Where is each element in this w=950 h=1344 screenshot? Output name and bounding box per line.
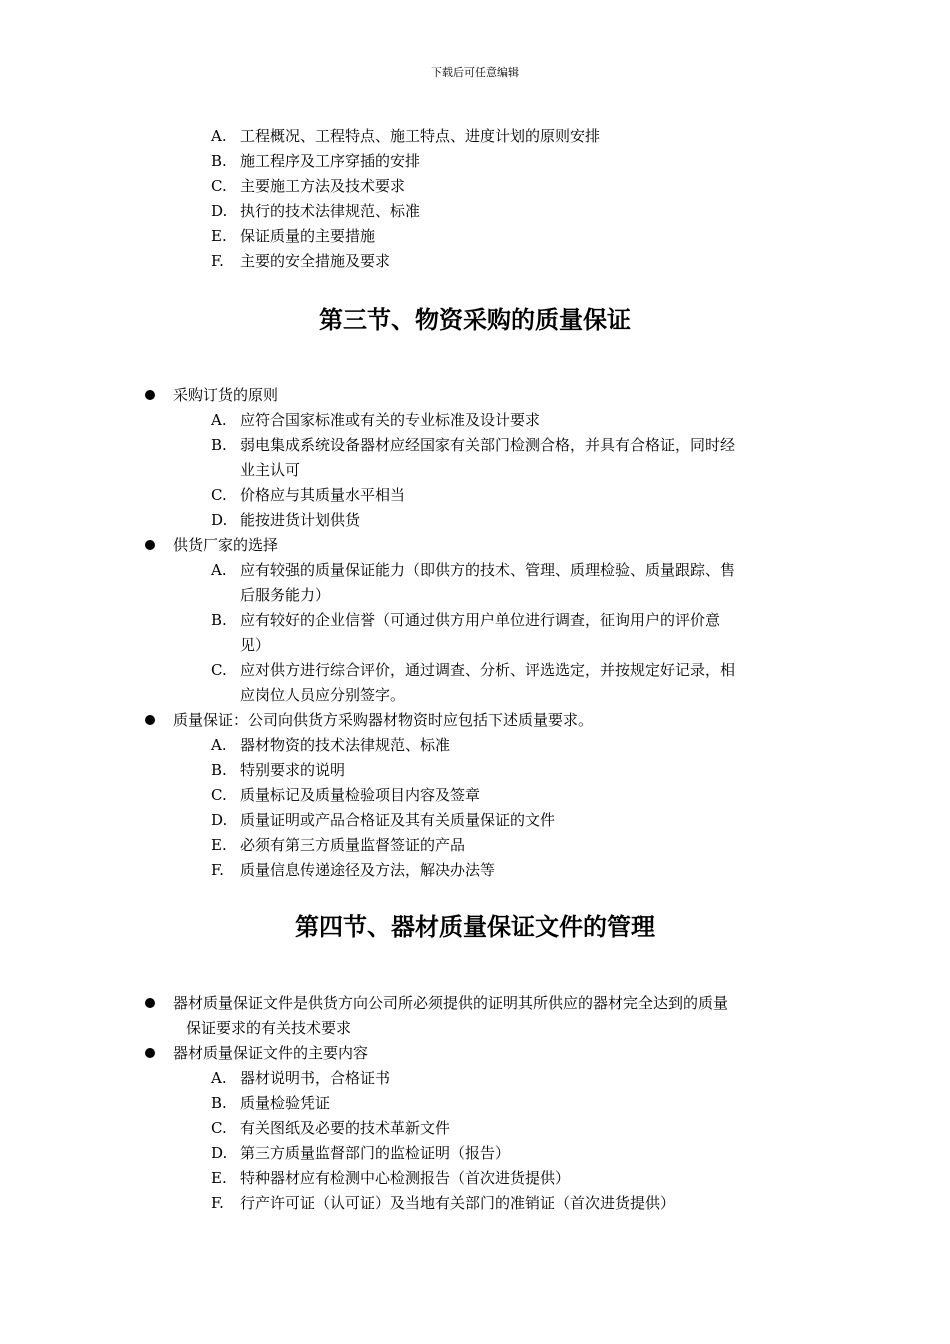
item-text: 弱电集成系统设备器材应经国家有关部门检测合格，并具有合格证，同时经 — [240, 436, 736, 454]
item-letter: F. — [211, 1194, 224, 1212]
item-letter: C. — [211, 661, 227, 679]
item-text: 主要的安全措施及要求 — [240, 252, 391, 270]
item-text: 器材说明书，合格证书 — [240, 1069, 391, 1087]
item-text: 必须有第三方质量监督签证的产品 — [240, 836, 466, 854]
item-letter: E. — [211, 836, 227, 854]
item-text: 器材物资的技术法律规范、标准 — [240, 736, 451, 754]
item-text-continued: 见） — [240, 636, 271, 654]
item-text: 主要施工方法及技术要求 — [240, 177, 406, 195]
item-text: 应对供方进行综合评价，通过调查、分析、评选选定，并按规定好记录，相 — [240, 661, 736, 679]
item-text-continued: 应岗位人员应分别签字。 — [240, 686, 406, 704]
bullet-text: 器材质量保证文件的主要内容 — [173, 1044, 369, 1062]
list-item — [211, 560, 735, 580]
item-text: 保证质量的主要措施 — [240, 227, 376, 245]
list-item — [211, 1068, 390, 1088]
item-text: 应有较好的企业信誉（可通过供方用户单位进行调查，征询用户的评价意 — [240, 611, 721, 629]
item-letter: B. — [211, 1094, 227, 1112]
item-text: 施工程序及工序穿插的安排 — [240, 152, 421, 170]
item-text: 应有较强的质量保证能力（即供方的技术、管理、质理检验、质量跟踪、售 — [240, 561, 736, 579]
item-letter: C. — [211, 486, 227, 504]
bullet-text: 供货厂家的选择 — [173, 536, 279, 554]
list-item — [211, 201, 420, 221]
item-letter: E. — [211, 1169, 227, 1187]
list-item — [211, 760, 345, 780]
section-title: 第三节、物资采购的质量保证 — [319, 305, 631, 334]
list-item — [211, 810, 555, 830]
list-item — [211, 835, 465, 855]
item-letter: D. — [211, 202, 228, 220]
bullet-icon — [145, 540, 155, 550]
item-text: 行产许可证（认可证）及当地有关部门的准销证（首次进货提供） — [240, 1194, 676, 1212]
item-text: 执行的技术法律规范、标准 — [240, 202, 421, 220]
list-item — [211, 410, 540, 430]
list-item — [211, 485, 405, 505]
item-letter: B. — [211, 152, 227, 170]
list-item — [211, 785, 480, 805]
item-text: 应符合国家标准或有关的专业标准及设计要求 — [240, 411, 541, 429]
list-item — [211, 1193, 675, 1213]
list-item — [211, 1168, 570, 1188]
item-letter: A. — [211, 561, 227, 579]
list-item — [211, 510, 360, 530]
list-item — [211, 126, 600, 146]
item-text: 工程概况、工程特点、施工特点、进度计划的原则安排 — [240, 127, 601, 145]
bullet-text: 质量保证：公司向供货方采购器材物资时应包括下述质量要求。 — [173, 711, 594, 729]
item-letter: B. — [211, 611, 227, 629]
item-letter: E. — [211, 227, 227, 245]
list-item — [211, 660, 735, 680]
bullet-icon — [145, 998, 155, 1008]
bullet-icon — [145, 1048, 155, 1058]
list-item — [211, 1118, 450, 1138]
bullet-icon — [145, 715, 155, 725]
item-text: 特别要求的说明 — [240, 761, 346, 779]
item-text: 质量证明或产品合格证及其有关质量保证的文件 — [240, 811, 556, 829]
item-text: 价格应与其质量水平相当 — [240, 486, 406, 504]
item-text: 质量信息传递途径及方法，解决办法等 — [240, 861, 496, 879]
list-item — [211, 176, 405, 196]
item-letter: F. — [211, 252, 224, 270]
item-text: 质量检验凭证 — [240, 1094, 331, 1112]
item-letter: D. — [211, 511, 228, 529]
item-text: 质量标记及质量检验项目内容及签章 — [240, 786, 481, 804]
list-item — [211, 860, 495, 880]
item-letter: A. — [211, 411, 227, 429]
list-item — [211, 435, 735, 455]
bullet-icon — [145, 390, 155, 400]
item-letter: A. — [211, 736, 227, 754]
bullet-text: 器材质量保证文件是供货方向公司所必须提供的证明其所供应的器材完全达到的质量 — [173, 994, 729, 1012]
item-text-continued: 后服务能力） — [240, 586, 331, 604]
list-item — [211, 1093, 330, 1113]
item-letter: B. — [211, 436, 227, 454]
list-item — [211, 251, 390, 271]
list-item — [211, 610, 720, 630]
item-text: 第三方质量监督部门的监检证明（报告） — [240, 1144, 511, 1162]
list-item — [211, 1143, 510, 1163]
item-text: 特种器材应有检测中心检测报告（首次进货提供） — [240, 1169, 571, 1187]
item-letter: D. — [211, 1144, 228, 1162]
item-letter: C. — [211, 177, 227, 195]
item-text: 能按进货计划供货 — [240, 511, 361, 529]
item-letter: B. — [211, 761, 227, 779]
list-item — [211, 151, 420, 171]
page-header: 下载后可任意编辑 — [431, 66, 519, 79]
bullet-text: 采购订货的原则 — [173, 386, 279, 404]
item-letter: F. — [211, 861, 224, 879]
list-item — [211, 735, 450, 755]
list-item — [211, 226, 375, 246]
item-letter: C. — [211, 1119, 227, 1137]
section-title: 第四节、器材质量保证文件的管理 — [295, 912, 655, 941]
item-letter: A. — [211, 1069, 227, 1087]
item-letter: C. — [211, 786, 227, 804]
item-text-continued: 业主认可 — [240, 461, 301, 479]
item-letter: A. — [211, 127, 227, 145]
item-letter: D. — [211, 811, 228, 829]
bullet-text-continued: 保证要求的有关技术要求 — [186, 1019, 352, 1037]
item-text: 有关图纸及必要的技术革新文件 — [240, 1119, 451, 1137]
